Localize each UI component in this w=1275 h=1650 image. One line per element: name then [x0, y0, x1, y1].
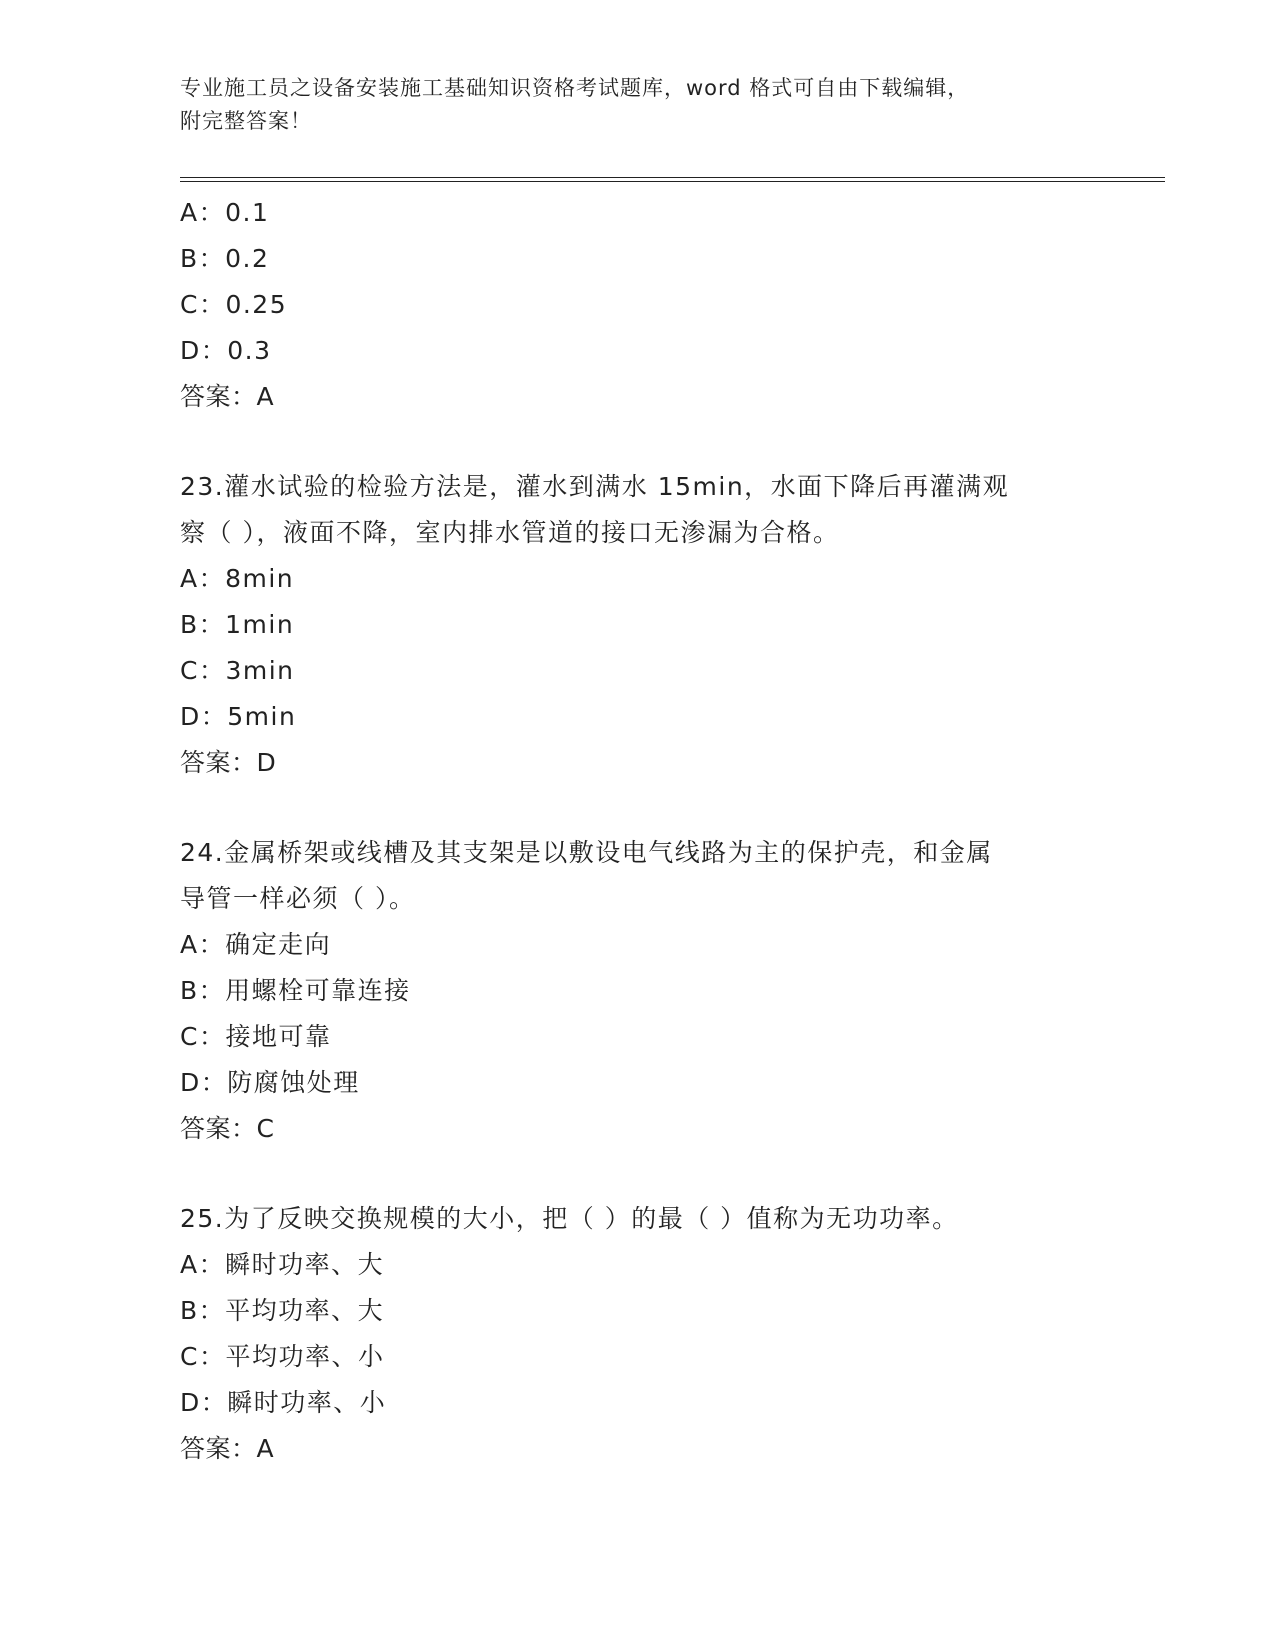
question-stem-line-2: 察（ ），液面不降，室内排水管道的接口无渗漏为合格。: [180, 518, 840, 547]
question-23: [180, 464, 1165, 786]
option-b: B：1min: [180, 610, 295, 639]
question-25: [180, 1196, 1165, 1472]
option-b: B：0.2: [180, 244, 270, 273]
option-c: C：平均功率、小: [180, 1342, 385, 1371]
answer-line: 答案：D: [180, 748, 277, 777]
option-d: D：瞬时功率、小: [180, 1388, 387, 1417]
question-stem-line-1: 24.金属桥架或线槽及其支架是以敷设电气线路为主的保护壳，和金属: [180, 838, 993, 867]
question-stem-line-1: 25.为了反映交换规模的大小，把（ ）的最（ ）值称为无功功率。: [180, 1204, 959, 1233]
question-24: [180, 830, 1165, 1152]
spacer: [180, 420, 1165, 464]
option-a: A：8min: [180, 564, 295, 593]
option-c: C：接地可靠: [180, 1022, 332, 1051]
header-line-2: 附完整答案！: [180, 109, 312, 133]
answer-line: 答案：C: [180, 1114, 275, 1143]
spacer: [180, 1152, 1165, 1196]
answer-line: 答案：A: [180, 382, 275, 411]
header-line-1: 专业施工员之设备安装施工基础知识资格考试题库，word 格式可自由下载编辑，: [180, 76, 970, 100]
header-divider: [180, 177, 1165, 182]
option-a: A：0.1: [180, 198, 270, 227]
option-c: C：0.25: [180, 290, 288, 319]
option-d: D：防腐蚀处理: [180, 1068, 360, 1097]
option-d: D：0.3: [180, 336, 272, 365]
option-c: C：3min: [180, 656, 295, 685]
answer-line: 答案：A: [180, 1434, 275, 1463]
question-22-partial: [180, 190, 1165, 420]
document-header: [180, 72, 1120, 138]
question-stem-line-2: 导管一样必须（ ）。: [180, 884, 416, 913]
option-b: B：平均功率、大: [180, 1296, 385, 1325]
option-b: B：用螺栓可靠连接: [180, 976, 411, 1005]
option-d: D：5min: [180, 702, 297, 731]
question-list: [180, 190, 1165, 1472]
option-a: A：确定走向: [180, 930, 332, 959]
option-a: A：瞬时功率、大: [180, 1250, 385, 1279]
question-stem-line-1: 23.灌水试验的检验方法是，灌水到满水 15min，水面下降后再灌满观: [180, 472, 1010, 501]
spacer: [180, 786, 1165, 830]
